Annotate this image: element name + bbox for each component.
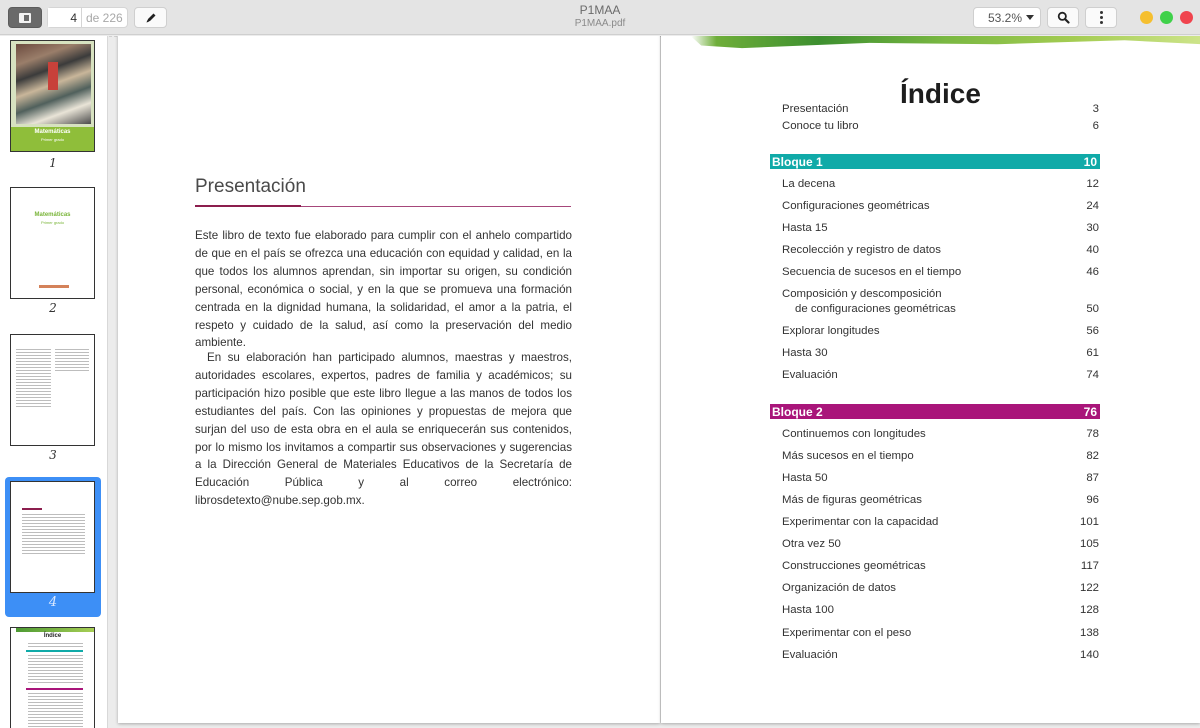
thumbnail-page-1[interactable]: [5, 38, 101, 173]
thumbnail-cover-image: [10, 40, 95, 152]
toc-entry[interactable]: Experimentar con la capacidad 101: [782, 516, 1099, 528]
toc-entry[interactable]: Hasta 50 87: [782, 472, 1099, 484]
thumbnail-page-image: [10, 627, 95, 728]
thumbnail-sidebar[interactable]: [0, 36, 108, 728]
index-heading: Índice: [900, 78, 981, 109]
toc-entry[interactable]: Hasta 30 61: [782, 347, 1099, 359]
more-options-button[interactable]: [1085, 7, 1117, 28]
sep-logo: [39, 285, 69, 288]
document-filename: P1MAA.pdf: [574, 18, 626, 29]
toc-entry[interactable]: Recolección y registro de datos 40: [782, 244, 1099, 256]
page-number-input[interactable]: [48, 8, 82, 27]
toc-entry[interactable]: Evaluación 140: [782, 649, 1099, 661]
thumbnail-page-image: [10, 481, 95, 593]
kebab-menu-icon: [1100, 11, 1103, 24]
toc-entry[interactable]: Experimentar con el peso 138: [782, 627, 1099, 639]
thumbnail-page-3[interactable]: [5, 331, 101, 466]
toc-entry[interactable]: Continuemos con longitudes 78: [782, 428, 1099, 440]
toc-block-1-header[interactable]: Bloque 1 10: [770, 154, 1100, 169]
thumbnail-page-image: [10, 187, 95, 299]
toc-entry[interactable]: Organización de datos 122: [782, 582, 1099, 594]
heading-underline-accent: [195, 205, 301, 207]
minimize-button[interactable]: [1140, 11, 1153, 24]
cover-title: Matemáticas: [34, 129, 71, 135]
page2-subtitle: Primer grado: [40, 220, 65, 225]
thumbnail-page-number: 1: [49, 156, 57, 170]
cover-mural-image: [16, 44, 91, 124]
toc-entry[interactable]: Más sucesos en el tiempo 82: [782, 450, 1099, 462]
zoom-select[interactable]: [973, 7, 1041, 28]
toc-entry[interactable]: Más de figuras geométricas 96: [782, 494, 1099, 506]
page-heading: Presentación: [195, 176, 306, 197]
chevron-down-icon: [1026, 15, 1034, 20]
index-thumb-title: Índice: [43, 633, 62, 639]
paragraph: En su elaboración han participado alumnos, maestras y maestros, autoridades escolares, expertos, padres de familia y académicos; su participación hizo posible que este libro llegue a las manos de todos los estudiantes del país. Con las opiniones y propuestas de mejora que surjan del uso de esta obra en el aula se enriquecerán sus contenidos, por lo mismo los invitamos a compartir sus observaciones y sugerencias a la Dirección General de Materiales Educativos de la Secretaría de Educación Pública y al correo electrónico: librosdetexto@nube.sep.gob.mx.: [195, 351, 572, 508]
toolbar: [0, 0, 1200, 35]
zoom-value: 53.2%: [987, 10, 1022, 25]
toc-entry[interactable]: Evaluación 74: [782, 369, 1099, 381]
sidebar-toggle-icon: [19, 13, 31, 23]
thumbnail-page-number: 2: [49, 301, 57, 315]
page-total-label: de 226: [86, 10, 123, 25]
search-button[interactable]: [1047, 7, 1079, 28]
maximize-button[interactable]: [1160, 11, 1173, 24]
window-title-area: [450, 3, 750, 31]
brush-stroke-decoration: [691, 36, 1200, 52]
toc-block-2-header[interactable]: Bloque 2 76: [770, 404, 1100, 419]
paragraph: Este libro de texto fue elaborado para cumplir con el anhelo compartido de que en el país se ofrezca una educación con equidad y calidad, en la que todos los alumnos aprendan, sin importar su origen, su condición personal, económica o social, y en la que se promueva una formación centrada en la dignidad humana, la solidaridad, el amor a la patria, el respeto y cuidado de la salud, así como la preservación del medio ambiente.: [195, 229, 572, 350]
toc-entry[interactable]: Configuraciones geométricas 24: [782, 200, 1099, 212]
toc-entry[interactable]: Hasta 100 128: [782, 604, 1099, 616]
toc-entry[interactable]: Otra vez 50 105: [782, 538, 1099, 550]
toc-entry[interactable]: Presentación 3: [782, 103, 1099, 115]
toc-entry[interactable]: Conoce tu libro 6: [782, 120, 1099, 132]
search-icon: [1057, 11, 1070, 24]
toc-entry[interactable]: La decena 12: [782, 178, 1099, 190]
pencil-icon: [145, 12, 157, 24]
page-navigator: [47, 7, 128, 28]
toc-entry[interactable]: Explorar longitudes 56: [782, 325, 1099, 337]
toc-entry[interactable]: Composición y descomposición de configuraciones geométricas 50: [782, 288, 1099, 315]
thumbnail-page-5[interactable]: [5, 626, 101, 728]
thumbnail-page-image: [10, 334, 95, 446]
sidebar-toggle-button[interactable]: [8, 7, 42, 28]
toc-entry[interactable]: Construcciones geométricas 117: [782, 560, 1099, 572]
thumbnail-page-number: 3: [49, 448, 57, 462]
pdf-page-5: [661, 36, 1200, 723]
close-button[interactable]: [1180, 11, 1193, 24]
pdf-page-4: [118, 36, 660, 723]
document-title: P1MAA: [579, 3, 621, 17]
annotate-button[interactable]: [134, 7, 167, 28]
toc-entry[interactable]: Hasta 15 30: [782, 222, 1099, 234]
page2-title: Matemáticas: [34, 212, 71, 218]
toc-entry[interactable]: Secuencia de sucesos en el tiempo 46: [782, 266, 1099, 278]
cover-subtitle: Primer grado: [40, 137, 65, 142]
thumbnail-page-2[interactable]: [5, 184, 101, 319]
thumbnail-page-4-selected[interactable]: [5, 477, 101, 617]
thumbnail-page-number: 4: [48, 595, 58, 610]
document-viewport[interactable]: [109, 36, 1200, 728]
